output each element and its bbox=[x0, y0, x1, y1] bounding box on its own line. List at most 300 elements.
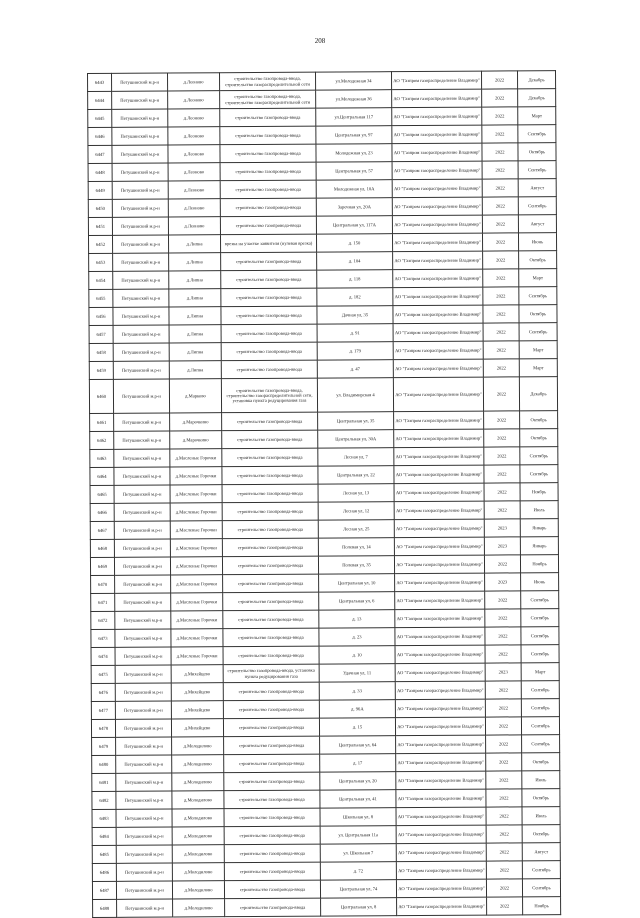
work-type-cell: строительство газопровода-ввода bbox=[222, 448, 318, 467]
work-type-cell: строительство газопровода-ввода bbox=[221, 252, 317, 271]
year-cell: 2022 bbox=[485, 609, 521, 627]
locality-cell: д.Леоново bbox=[168, 199, 220, 217]
row-number: 6455 bbox=[89, 289, 113, 307]
locality-cell: д.Масленые Горочки bbox=[170, 521, 222, 539]
row-number: 6463 bbox=[90, 449, 114, 467]
row-number: 6465 bbox=[90, 485, 114, 503]
district-cell: Петушинский м.р-н bbox=[112, 127, 168, 145]
organization-cell: АО "Газпром газораспределение Владимир" bbox=[395, 573, 485, 592]
locality-cell: д.Липна bbox=[169, 343, 221, 361]
row-number: 6469 bbox=[90, 557, 114, 575]
month-cell: Декабрь bbox=[518, 89, 556, 107]
row-number: 6486 bbox=[92, 863, 116, 881]
address-cell: ул.Молодежная 36 bbox=[316, 90, 392, 108]
work-type-cell: строительство газопровода-ввода bbox=[221, 288, 317, 307]
locality-cell: д.Михейцево bbox=[171, 683, 223, 701]
district-cell: Петушинский м.р-н bbox=[116, 755, 172, 773]
address-cell: Лесная ул, 7 bbox=[318, 448, 394, 466]
work-type-cell: строительство газопровода-ввода bbox=[223, 646, 319, 665]
work-type-cell: строительство газопровода-ввода bbox=[222, 538, 318, 557]
month-cell: Ноябрь bbox=[520, 555, 558, 573]
month-cell: Март bbox=[519, 269, 557, 287]
district-cell: Петушинский м.р-н bbox=[114, 467, 170, 485]
row-number: 6456 bbox=[89, 307, 113, 325]
organization-cell: АО "Газпром газораспределение Владимир" bbox=[395, 645, 485, 664]
locality-cell: д.Молодилово bbox=[172, 827, 224, 845]
address-cell: Молодежная ул, 23 bbox=[316, 144, 392, 162]
row-number: 6483 bbox=[92, 809, 116, 827]
row-number: 6451 bbox=[88, 217, 112, 235]
district-cell: Петушинский м.р-н bbox=[113, 271, 169, 289]
locality-cell: д.Леоново bbox=[168, 91, 220, 109]
address-cell: д. 23 bbox=[319, 628, 395, 646]
row-number: 6449 bbox=[88, 181, 112, 199]
organization-cell: АО "Газпром газораспределение Владимир" bbox=[395, 663, 485, 682]
locality-cell: д.Масленые Горочки bbox=[170, 467, 222, 485]
district-cell: Петушинский м.р-н bbox=[116, 863, 172, 881]
address-cell: Центральная ул, 22 bbox=[318, 466, 394, 484]
district-cell: Петушинский м.р-н bbox=[112, 91, 168, 109]
month-cell: Сентябрь bbox=[519, 323, 557, 341]
organization-cell: АО "Газпром газораспределение Владимир" bbox=[391, 71, 481, 90]
row-number: 6484 bbox=[92, 827, 116, 845]
month-cell: Июнь bbox=[521, 573, 559, 591]
year-cell: 2022 bbox=[484, 501, 520, 519]
month-cell: Сентябрь bbox=[518, 125, 556, 143]
organization-cell: АО "Газпром газораспределение Владимир" bbox=[394, 429, 484, 448]
district-cell: Петушинский м.р-н bbox=[112, 163, 168, 181]
organization-cell: АО "Газпром газораспределение Владимир" bbox=[396, 879, 486, 898]
month-cell: Октябрь bbox=[520, 411, 558, 429]
row-number: 6474 bbox=[91, 647, 115, 665]
locality-cell: д.Масленые Горочки bbox=[170, 539, 222, 557]
district-cell: Петушинский м.р-н bbox=[113, 361, 169, 379]
organization-cell: АО "Газпром газораспределение Владимир" bbox=[394, 555, 484, 574]
address-cell: д. 118 bbox=[317, 270, 393, 288]
address-cell: д. 17 bbox=[320, 754, 396, 772]
district-cell: Петушинский м.р-н bbox=[114, 539, 170, 557]
month-cell: Сентябрь bbox=[522, 861, 560, 879]
row-number: 6485 bbox=[92, 845, 116, 863]
gasification-schedule-table bbox=[87, 70, 561, 918]
work-type-cell: строительство газопровода-ввода bbox=[223, 628, 319, 647]
work-type-cell: строительство газопровода-ввода, строительство газораспределительной сети bbox=[220, 90, 316, 109]
address-cell: Полевая ул, 35 bbox=[318, 556, 394, 574]
district-cell: Петушинский м.р-н bbox=[114, 521, 170, 539]
address-cell: Дачная ул, 35 bbox=[317, 306, 393, 324]
organization-cell: АО "Газпром газораспределение Владимир" bbox=[396, 753, 486, 772]
organization-cell: АО "Газпром газораспределение Владимир" bbox=[392, 233, 482, 252]
address-cell: д. 33 bbox=[319, 682, 395, 700]
locality-cell: д.Масленые Горочки bbox=[170, 485, 222, 503]
organization-cell: АО "Газпром газораспределение Владимир" bbox=[392, 197, 482, 216]
locality-cell: д.Леоново bbox=[168, 181, 220, 199]
work-type-cell: строительство газопровода-ввода bbox=[222, 556, 318, 575]
address-cell: Лесная ул, 12 bbox=[318, 502, 394, 520]
organization-cell: АО "Газпром газораспределение Владимир" bbox=[393, 341, 483, 360]
organization-cell: АО "Газпром газораспределение Владимир" bbox=[395, 717, 485, 736]
work-type-cell: строительство газопровода-ввода bbox=[220, 108, 316, 127]
address-cell: д. 104 bbox=[317, 252, 393, 270]
district-cell: Петушинский м.р-н bbox=[115, 683, 171, 701]
district-cell: Петушинский м.р-н bbox=[116, 773, 172, 791]
month-cell: Сентябрь bbox=[521, 609, 559, 627]
year-cell: 2022 bbox=[486, 789, 522, 807]
year-cell: 2022 bbox=[483, 359, 519, 377]
month-cell: Январь bbox=[520, 537, 558, 555]
district-cell: Петушинский м.р-н bbox=[113, 325, 169, 343]
month-cell: Октябрь bbox=[522, 825, 560, 843]
district-cell: Петушинский м.р-н bbox=[112, 145, 168, 163]
year-cell: 2022 bbox=[482, 125, 518, 143]
work-type-cell: строительство газопровода-ввода bbox=[222, 430, 318, 449]
locality-cell: д.Масленые Горочки bbox=[170, 557, 222, 575]
row-number: 6459 bbox=[89, 361, 113, 379]
work-type-cell: строительство газопровода-ввода bbox=[223, 718, 319, 737]
month-cell: Август bbox=[518, 179, 556, 197]
address-cell: Полевая ул, 14 bbox=[318, 538, 394, 556]
address-cell: д. 179 bbox=[317, 342, 393, 360]
address-cell: Центральная ул, 117А bbox=[316, 216, 392, 234]
work-type-cell: строительство газопровода-ввода bbox=[222, 484, 318, 503]
work-type-cell: строительство газопровода-ввода bbox=[222, 412, 318, 431]
month-cell: Октябрь bbox=[520, 429, 558, 447]
work-type-cell: строительство газопровода-ввода bbox=[224, 826, 320, 845]
month-cell: Сентябрь bbox=[522, 879, 560, 897]
locality-cell: д.Молодилово bbox=[172, 863, 224, 881]
month-cell: Март bbox=[518, 107, 556, 125]
year-cell: 2022 bbox=[481, 71, 517, 89]
address-cell: ул. Центральная 11а bbox=[320, 826, 396, 844]
district-cell: Петушинский м.р-н bbox=[115, 611, 171, 629]
row-number: 6470 bbox=[91, 575, 115, 593]
work-type-cell: строительство газопровода-ввода bbox=[224, 880, 320, 899]
organization-cell: АО "Газпром газораспределение Владимир" bbox=[393, 323, 483, 342]
work-type-cell: строительство газопровода-ввода bbox=[221, 306, 317, 325]
year-cell: 2022 bbox=[485, 717, 521, 735]
organization-cell: АО "Газпром газораспределение Владимир" bbox=[396, 807, 486, 826]
address-cell: ул. Школьная 7 bbox=[320, 844, 396, 862]
locality-cell: д.Масленые Горочки bbox=[171, 575, 223, 593]
district-cell: Петушинский м.р-н bbox=[115, 719, 171, 737]
address-cell: ул.Молодежная 34 bbox=[315, 72, 391, 90]
organization-cell: АО "Газпром газораспределение Владимир" bbox=[394, 537, 484, 556]
district-cell: Петушинский м.р-н bbox=[113, 307, 169, 325]
year-cell: 2022 bbox=[482, 215, 518, 233]
row-number: 6453 bbox=[89, 253, 113, 271]
table-row bbox=[93, 897, 561, 918]
address-cell: Заречная ул, 20А bbox=[316, 198, 392, 216]
month-cell: Октябрь bbox=[518, 143, 556, 161]
work-type-cell: строительство газопровода-ввода bbox=[220, 162, 316, 181]
district-cell: Петушинский м.р-н bbox=[115, 629, 171, 647]
district-cell: Петушинский м.р-н bbox=[112, 181, 168, 199]
row-number: 6446 bbox=[88, 127, 112, 145]
locality-cell: д.Леоново bbox=[168, 145, 220, 163]
year-cell: 2022 bbox=[483, 341, 519, 359]
locality-cell: д.Липна bbox=[169, 307, 221, 325]
organization-cell: АО "Газпром газораспределение Владимир" bbox=[396, 861, 486, 880]
month-cell: Август bbox=[522, 843, 560, 861]
work-type-cell: строительство газопровода-ввода bbox=[221, 360, 317, 379]
locality-cell: д.Леоново bbox=[168, 127, 220, 145]
year-cell: 2022 bbox=[482, 89, 518, 107]
row-number: 6445 bbox=[88, 109, 112, 127]
organization-cell: АО "Газпром газораспределение Владимир" bbox=[392, 89, 482, 108]
row-number: 6476 bbox=[91, 683, 115, 701]
year-cell: 2022 bbox=[484, 465, 520, 483]
organization-cell: АО "Газпром газораспределение Владимир" bbox=[394, 483, 484, 502]
locality-cell: д.Марочкино bbox=[170, 413, 222, 431]
row-number: 6452 bbox=[88, 235, 112, 253]
district-cell: Петушинский м.р-н bbox=[114, 557, 170, 575]
work-type-cell: врезка на участке заявителя (нулевая врезка) bbox=[220, 234, 316, 253]
month-cell: Сентябрь bbox=[518, 197, 556, 215]
year-cell: 2022 bbox=[483, 269, 519, 287]
year-cell: 2022 bbox=[486, 825, 522, 843]
district-cell: Петушинский м.р-н bbox=[112, 73, 168, 91]
year-cell: 2022 bbox=[484, 447, 520, 465]
address-cell: д. 182 bbox=[317, 288, 393, 306]
work-type-cell: строительство газопровода-ввода bbox=[220, 144, 316, 163]
row-number: 6488 bbox=[93, 899, 117, 917]
address-cell: Центральная ул, 20 bbox=[320, 772, 396, 790]
year-cell: 2022 bbox=[486, 807, 522, 825]
district-cell: Петушинский м.р-н bbox=[116, 845, 172, 863]
month-cell: Ноябрь bbox=[520, 483, 558, 501]
year-cell: 2022 bbox=[483, 287, 519, 305]
locality-cell: д.Леоново bbox=[168, 163, 220, 181]
work-type-cell: строительство газопровода-ввода bbox=[220, 126, 316, 145]
organization-cell: АО "Газпром газораспределение Владимир" bbox=[392, 107, 482, 126]
year-cell: 2022 bbox=[486, 771, 522, 789]
year-cell: 2022 bbox=[483, 251, 519, 269]
row-number: 6457 bbox=[89, 325, 113, 343]
row-number: 6461 bbox=[90, 413, 114, 431]
year-cell: 2022 bbox=[485, 591, 521, 609]
address-cell: Центральная ул, 74 bbox=[320, 880, 396, 898]
month-cell: Январь bbox=[520, 519, 558, 537]
year-cell: 2022 bbox=[482, 197, 518, 215]
locality-cell: д.Леоново bbox=[168, 217, 220, 235]
month-cell: Июль bbox=[520, 501, 558, 519]
organization-cell: АО "Газпром газораспределение Владимир" bbox=[396, 843, 486, 862]
district-cell: Петушинский м.р-н bbox=[115, 575, 171, 593]
month-cell: Август bbox=[518, 215, 556, 233]
locality-cell: д.Молодилово bbox=[172, 755, 224, 773]
address-cell: Школьная ул, 8 bbox=[320, 808, 396, 826]
locality-cell: д.Липна bbox=[168, 235, 220, 253]
organization-cell: АО "Газпром газораспределение Владимир" bbox=[393, 377, 483, 412]
locality-cell: д.Михейцево bbox=[171, 701, 223, 719]
row-number: 6444 bbox=[88, 91, 112, 109]
row-number: 6443 bbox=[88, 73, 112, 91]
address-cell: д. 91 bbox=[317, 324, 393, 342]
year-cell: 2022 bbox=[483, 305, 519, 323]
row-number: 6467 bbox=[90, 521, 114, 539]
address-cell: д. 47 bbox=[317, 360, 393, 378]
month-cell: Март bbox=[519, 341, 557, 359]
year-cell: 2023 bbox=[484, 537, 520, 555]
month-cell: Сентябрь bbox=[520, 465, 558, 483]
district-cell: Петушинский м.р-н bbox=[112, 199, 168, 217]
year-cell: 2022 bbox=[486, 735, 522, 753]
row-number: 6464 bbox=[90, 467, 114, 485]
row-number: 6480 bbox=[92, 755, 116, 773]
address-cell: Центральная ул, 30А bbox=[318, 430, 394, 448]
work-type-cell: строительство газопровода-ввода bbox=[222, 502, 318, 521]
work-type-cell: строительство газопровода-ввода bbox=[224, 790, 320, 809]
row-number: 6458 bbox=[89, 343, 113, 361]
locality-cell: д.Масленые Горочки bbox=[170, 503, 222, 521]
organization-cell: АО "Газпром газораспределение Владимир" bbox=[393, 287, 483, 306]
address-cell: Центральная ул, 41 bbox=[320, 790, 396, 808]
locality-cell: д.Липна bbox=[169, 289, 221, 307]
month-cell: Июль bbox=[522, 807, 560, 825]
row-number: 6472 bbox=[91, 611, 115, 629]
locality-cell: д.Марково bbox=[169, 379, 221, 413]
work-type-cell: строительство газопровода-ввода bbox=[224, 862, 320, 881]
address-cell: Лесная ул, 25 bbox=[318, 520, 394, 538]
work-type-cell: строительство газопровода-ввода bbox=[222, 520, 318, 539]
locality-cell: д.Масленые Горочки bbox=[171, 593, 223, 611]
district-cell: Петушинский м.р-н bbox=[114, 485, 170, 503]
row-number: 6471 bbox=[91, 593, 115, 611]
locality-cell: д.Михейцево bbox=[171, 719, 223, 737]
work-type-cell: строительство газопровода-ввода, строительство газораспределительной сети bbox=[220, 72, 316, 91]
district-cell: Петушинский м.р-н bbox=[113, 343, 169, 361]
address-cell: д. 15 bbox=[319, 718, 395, 736]
locality-cell: д.Масленые Горочки bbox=[171, 647, 223, 665]
month-cell: Сентябрь bbox=[521, 699, 559, 717]
address-cell: Центральная ул, 35 bbox=[318, 412, 394, 430]
organization-cell: АО "Газпром газораспределение Владимир" bbox=[394, 447, 484, 466]
district-cell: Петушинский м.р-н bbox=[116, 827, 172, 845]
work-type-cell: строительство газопровода-ввода bbox=[223, 610, 319, 629]
page-number: 208 bbox=[314, 37, 326, 45]
organization-cell: АО "Газпром газораспределение Владимир" bbox=[394, 411, 484, 430]
month-cell: Октябрь bbox=[522, 789, 560, 807]
organization-cell: АО "Газпром газораспределение Владимир" bbox=[394, 501, 484, 520]
organization-cell: АО "Газпром газораспределение Владимир" bbox=[392, 143, 482, 162]
address-cell: Центральная ул, 8 bbox=[321, 898, 397, 916]
year-cell: 2022 bbox=[485, 699, 521, 717]
month-cell: Июль bbox=[522, 771, 560, 789]
work-type-cell: строительство газопровода-ввода, установка пункта редуцирования газа bbox=[223, 664, 319, 683]
work-type-cell: строительство газопровода-ввода bbox=[221, 270, 317, 289]
locality-cell: д.Молодилово bbox=[172, 773, 224, 791]
year-cell: 2022 bbox=[487, 897, 523, 915]
organization-cell: АО "Газпром газораспределение Владимир" bbox=[395, 609, 485, 628]
locality-cell: д.Леоново bbox=[168, 109, 220, 127]
year-cell: 2022 bbox=[482, 107, 518, 125]
address-cell: д. 10 bbox=[319, 646, 395, 664]
work-type-cell: строительство газопровода-ввода bbox=[223, 592, 319, 611]
row-number: 6473 bbox=[91, 629, 115, 647]
year-cell: 2022 bbox=[482, 179, 518, 197]
organization-cell: АО "Газпром газораспределение Владимир" bbox=[392, 161, 482, 180]
organization-cell: АО "Газпром газораспределение Владимир" bbox=[393, 269, 483, 288]
row-number: 6447 bbox=[88, 145, 112, 163]
work-type-cell: строительство газопровода-ввода bbox=[224, 844, 320, 863]
month-cell: Сентябрь bbox=[521, 681, 559, 699]
organization-cell: АО "Газпром газораспределение Владимир" bbox=[396, 771, 486, 790]
locality-cell: д.Масленые Горочки bbox=[171, 611, 223, 629]
organization-cell: АО "Газпром газораспределение Владимир" bbox=[394, 465, 484, 484]
year-cell: 2022 bbox=[485, 681, 521, 699]
locality-cell: д.Марочкино bbox=[170, 431, 222, 449]
work-type-cell: строительство газопровода-ввода bbox=[224, 808, 320, 827]
district-cell: Петушинский м.р-н bbox=[114, 449, 170, 467]
organization-cell: АО "Газпром газораспределение Владимир" bbox=[397, 897, 487, 916]
locality-cell: д.Липна bbox=[169, 361, 221, 379]
row-number: 6475 bbox=[91, 665, 115, 683]
month-cell: Сентябрь bbox=[520, 447, 558, 465]
year-cell: 2022 bbox=[484, 429, 520, 447]
month-cell: Октябрь bbox=[522, 753, 560, 771]
district-cell: Петушинский м.р-н bbox=[112, 109, 168, 127]
month-cell: Сентябрь bbox=[521, 591, 559, 609]
district-cell: Петушинский м.р-н bbox=[113, 253, 169, 271]
work-type-cell: строительство газопровода-ввода bbox=[221, 342, 317, 361]
work-type-cell: строительство газопровода-ввода, строительство газораспределительной сети, установка пункта редуцирования газа bbox=[221, 378, 317, 413]
locality-cell: д.Молодилово bbox=[172, 737, 224, 755]
year-cell: 2022 bbox=[482, 161, 518, 179]
row-number: 6466 bbox=[90, 503, 114, 521]
year-cell: 2023 bbox=[485, 573, 521, 591]
row-number: 6448 bbox=[88, 163, 112, 181]
year-cell: 2022 bbox=[482, 143, 518, 161]
district-cell: Петушинский м.р-н bbox=[116, 737, 172, 755]
organization-cell: АО "Газпром газораспределение Владимир" bbox=[393, 359, 483, 378]
organization-cell: АО "Газпром газораспределение Владимир" bbox=[392, 179, 482, 198]
row-number: 6481 bbox=[92, 773, 116, 791]
district-cell: Петушинский м.р-н bbox=[112, 217, 168, 235]
district-cell: Петушинский м.р-н bbox=[113, 289, 169, 307]
locality-cell: д.Масленые Горочки bbox=[171, 629, 223, 647]
month-cell: Сентябрь bbox=[518, 161, 556, 179]
month-cell: Март bbox=[521, 663, 559, 681]
row-number: 6487 bbox=[92, 881, 116, 899]
district-cell: Петушинский м.р-н bbox=[115, 593, 171, 611]
address-cell: Центральная ул, 10 bbox=[319, 574, 395, 592]
year-cell: 2022 bbox=[483, 323, 519, 341]
work-type-cell: строительство газопровода-ввода bbox=[220, 198, 316, 217]
district-cell: Петушинский м.р-н bbox=[116, 791, 172, 809]
district-cell: Петушинский м.р-н bbox=[112, 235, 168, 253]
year-cell: 2023 bbox=[484, 519, 520, 537]
locality-cell: д.Липна bbox=[169, 253, 221, 271]
work-type-cell: строительство газопровода-ввода bbox=[222, 466, 318, 485]
month-cell: Ноябрь bbox=[523, 897, 561, 915]
row-number: 6478 bbox=[91, 719, 115, 737]
year-cell: 2022 bbox=[484, 555, 520, 573]
row-number: 6482 bbox=[92, 791, 116, 809]
row-number: 6462 bbox=[90, 431, 114, 449]
organization-cell: АО "Газпром газораспределение Владимир" bbox=[393, 305, 483, 324]
district-cell: Петушинский м.р-н bbox=[113, 379, 169, 413]
address-cell: Удачная ул, 11 bbox=[319, 664, 395, 682]
row-number: 6454 bbox=[89, 271, 113, 289]
district-cell: Петушинский м.р-н bbox=[114, 503, 170, 521]
address-cell: Центральная ул, 97 bbox=[316, 126, 392, 144]
month-cell: Сентябрь bbox=[521, 645, 559, 663]
year-cell: 2022 bbox=[484, 411, 520, 429]
month-cell: Октябрь bbox=[519, 305, 557, 323]
organization-cell: АО "Газпром газораспределение Владимир" bbox=[396, 825, 486, 844]
year-cell: 2022 bbox=[486, 879, 522, 897]
address-cell: Лесная ул, 13 bbox=[318, 484, 394, 502]
